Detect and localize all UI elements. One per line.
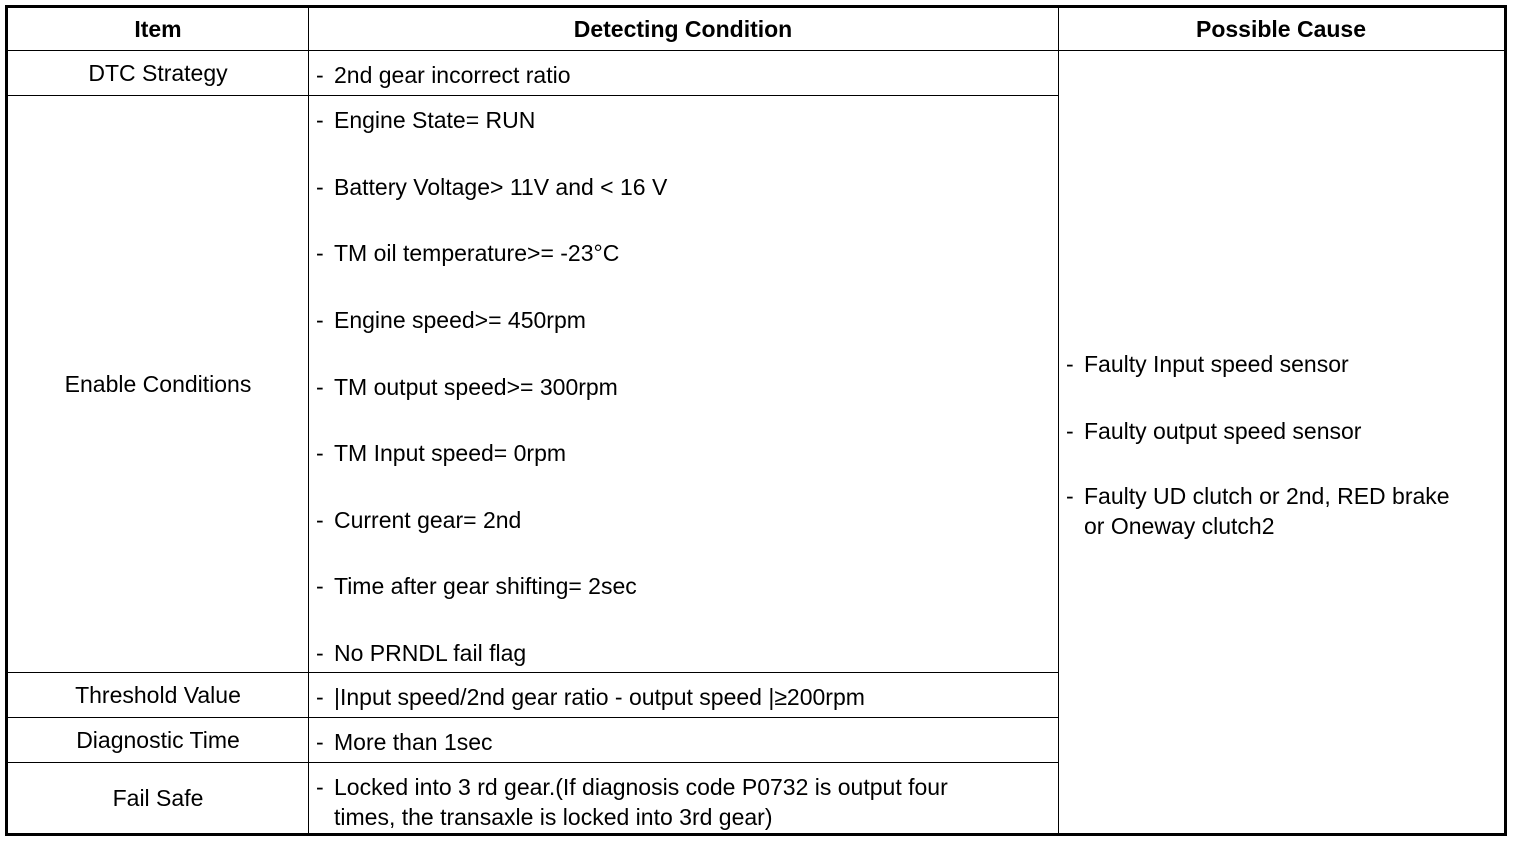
- condition-text-line-1: Locked into 3 rd gear.(If diagnosis code P0732 is output four: [334, 774, 948, 800]
- item-dtc-strategy: DTC Strategy: [88, 59, 228, 86]
- item-fail-safe: Fail Safe: [112, 784, 204, 811]
- condition-enable-1: [316, 174, 667, 201]
- condition-enable-3: [316, 307, 586, 334]
- header-detecting-condition: Detecting Condition: [573, 15, 793, 42]
- header-item: Item: [134, 15, 182, 42]
- item-enable-conditions: Enable Conditions: [64, 370, 252, 397]
- condition-enable-2: [316, 240, 619, 267]
- bullet: -: [316, 174, 324, 200]
- condition-text: TM oil temperature>= -23°C: [334, 240, 620, 266]
- bullet: -: [316, 573, 324, 599]
- bullet: -: [1066, 351, 1074, 377]
- bullet: -: [316, 640, 324, 666]
- cause-text: Faulty output speed sensor: [1084, 418, 1362, 444]
- column-divider: [308, 8, 309, 833]
- condition-enable-4: [316, 374, 618, 401]
- condition-enable-5: [316, 440, 566, 467]
- item-threshold-value: Threshold Value: [75, 681, 241, 708]
- condition-text: TM output speed>= 300rpm: [334, 374, 618, 400]
- possible-cause-0: [1066, 351, 1349, 378]
- condition-text: TM Input speed= 0rpm: [334, 440, 567, 466]
- condition-dtc-strategy: [316, 62, 571, 89]
- item-diagnostic-time: Diagnostic Time: [76, 726, 240, 753]
- condition-enable-8: [316, 640, 526, 667]
- condition-text-line-2: times, the transaxle is locked into 3rd gear): [334, 804, 773, 830]
- condition-threshold-value: [316, 684, 865, 711]
- bullet: -: [316, 729, 324, 755]
- cause-text-line-1: Faulty UD clutch or 2nd, RED brake: [1084, 483, 1450, 509]
- bullet: -: [316, 107, 324, 133]
- bullet: -: [316, 507, 324, 533]
- condition-enable-0: [316, 107, 535, 134]
- condition-text: No PRNDL fail flag: [334, 640, 527, 666]
- bullet: -: [316, 774, 324, 800]
- bullet: -: [316, 684, 324, 710]
- condition-fail-safe: [316, 772, 948, 832]
- condition-text: More than 1sec: [334, 729, 493, 755]
- condition-text: 2nd gear incorrect ratio: [334, 62, 571, 88]
- column-divider: [1058, 8, 1059, 833]
- header-possible-cause: Possible Cause: [1195, 15, 1367, 42]
- condition-text: Battery Voltage> 11V and < 16 V: [334, 174, 668, 200]
- bullet: -: [316, 62, 324, 88]
- condition-enable-6: [316, 507, 521, 534]
- bullet: -: [1066, 418, 1074, 444]
- condition-diagnostic-time: [316, 729, 493, 756]
- condition-text: [334, 772, 948, 832]
- condition-text: |Input speed/2nd gear ratio - output speed |≥200rpm: [334, 684, 865, 710]
- condition-text: Engine speed>= 450rpm: [334, 307, 586, 333]
- possible-cause-1: [1066, 418, 1361, 445]
- cause-text: [1084, 481, 1450, 541]
- condition-text: Current gear= 2nd: [334, 507, 522, 533]
- possible-cause-2: [1066, 481, 1450, 541]
- bullet: -: [316, 440, 324, 466]
- cause-text: Faulty Input speed sensor: [1084, 351, 1349, 377]
- bullet: -: [316, 240, 324, 266]
- bullet: -: [1066, 483, 1074, 509]
- bullet: -: [316, 374, 324, 400]
- condition-enable-7: [316, 573, 637, 600]
- bullet: -: [316, 307, 324, 333]
- condition-text: Engine State= RUN: [334, 107, 536, 133]
- dtc-table: [5, 5, 1507, 836]
- cause-text-line-2: or Oneway clutch2: [1084, 513, 1275, 539]
- condition-text: Time after gear shifting= 2sec: [334, 573, 637, 599]
